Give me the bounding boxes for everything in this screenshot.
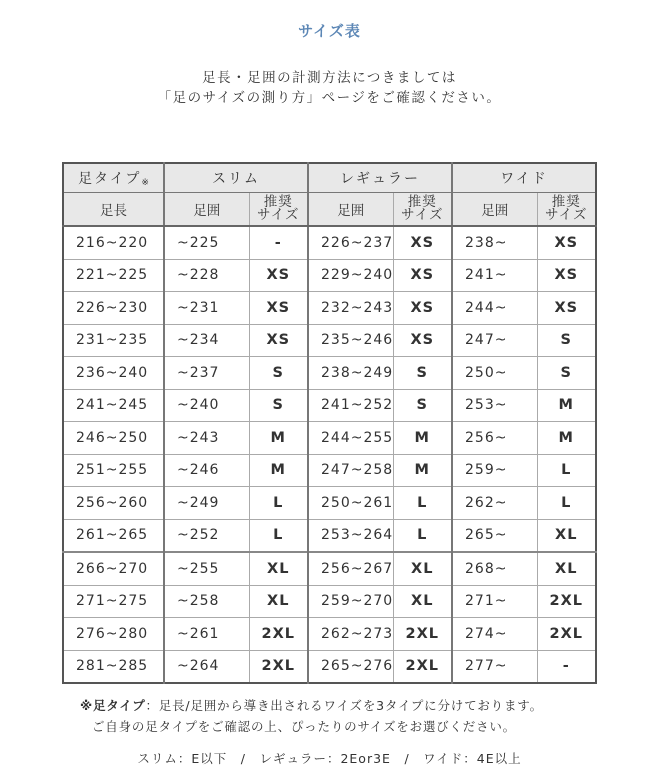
cell-wide-girth: 256~ <box>452 422 537 455</box>
intro-line-1: 足長・足囲の計測方法につきましては <box>202 70 457 86</box>
cell-regular-size: 2XL <box>393 618 452 651</box>
header-foot-type-mark: ※ <box>141 178 149 188</box>
cell-foot-length: 221~225 <box>63 259 164 292</box>
cell-foot-length: 231~235 <box>63 324 164 357</box>
cell-wide-girth: 265~ <box>452 519 537 552</box>
cell-wide-size: S <box>537 357 596 390</box>
cell-regular-size: M <box>393 422 452 455</box>
cell-slim-girth: ~225 <box>164 226 249 259</box>
table-row <box>63 519 596 552</box>
cell-wide-girth: 250~ <box>452 357 537 390</box>
header-foot-length: 足長 <box>63 193 164 227</box>
header-regular: レギュラー <box>308 163 452 193</box>
table-row <box>63 357 596 390</box>
cell-slim-size: L <box>249 519 308 552</box>
header-rec-line-2: サイズ <box>545 207 588 223</box>
cell-slim-size: S <box>249 389 308 422</box>
cell-foot-length: 256~260 <box>63 487 164 520</box>
cell-regular-girth: 253~264 <box>308 519 393 552</box>
cell-regular-size: S <box>393 357 452 390</box>
cell-slim-size: 2XL <box>249 650 308 683</box>
intro-line-2: 「足のサイズの測り方」ページをご確認ください。 <box>157 90 502 106</box>
cell-wide-size: 2XL <box>537 618 596 651</box>
cell-regular-size: XS <box>393 259 452 292</box>
cell-wide-size: XS <box>537 226 596 259</box>
header-slim: スリム <box>164 163 308 193</box>
cell-wide-girth: 271~ <box>452 585 537 618</box>
cell-regular-girth: 244~255 <box>308 422 393 455</box>
cell-wide-girth: 277~ <box>452 650 537 683</box>
table-row <box>63 552 596 585</box>
cell-regular-size: M <box>393 454 452 487</box>
table-row <box>63 454 596 487</box>
cell-regular-size: XL <box>393 552 452 585</box>
cell-slim-size: M <box>249 422 308 455</box>
cell-wide-size: M <box>537 389 596 422</box>
cell-regular-girth: 232~243 <box>308 292 393 325</box>
cell-regular-girth: 259~270 <box>308 585 393 618</box>
cell-wide-size: - <box>537 650 596 683</box>
cell-slim-girth: ~246 <box>164 454 249 487</box>
cell-slim-size: XS <box>249 324 308 357</box>
cell-foot-length: 216~220 <box>63 226 164 259</box>
note-line-1-text: ：足長/足囲から導き出されるワイズを3タイプに分けております。 <box>145 698 543 713</box>
cell-wide-size: S <box>537 324 596 357</box>
cell-slim-size: XS <box>249 292 308 325</box>
note-line-2: ご自身の足タイプをご確認の上、ぴったりのサイズをお選びください。 <box>92 719 516 734</box>
cell-slim-girth: ~240 <box>164 389 249 422</box>
cell-slim-size: XL <box>249 552 308 585</box>
note-line-1 <box>80 695 640 716</box>
cell-slim-girth: ~258 <box>164 585 249 618</box>
header-slim-recommended <box>249 193 308 227</box>
cell-regular-size: XS <box>393 324 452 357</box>
table-row <box>63 226 596 259</box>
cell-foot-length: 246~250 <box>63 422 164 455</box>
cell-slim-size: XS <box>249 259 308 292</box>
cell-foot-length: 241~245 <box>63 389 164 422</box>
cell-wide-size: XS <box>537 292 596 325</box>
table-row <box>63 422 596 455</box>
cell-slim-size: - <box>249 226 308 259</box>
cell-regular-girth: 262~273 <box>308 618 393 651</box>
cell-slim-girth: ~237 <box>164 357 249 390</box>
header-regular-girth: 足囲 <box>308 193 393 227</box>
cell-wide-girth: 274~ <box>452 618 537 651</box>
cell-regular-girth: 247~258 <box>308 454 393 487</box>
cell-wide-girth: 247~ <box>452 324 537 357</box>
cell-foot-length: 236~240 <box>63 357 164 390</box>
page-title: サイズ表 <box>298 22 361 40</box>
cell-wide-girth: 238~ <box>452 226 537 259</box>
cell-regular-size: L <box>393 487 452 520</box>
cell-wide-size: XS <box>537 259 596 292</box>
cell-wide-size: 2XL <box>537 585 596 618</box>
table-row <box>63 618 596 651</box>
cell-regular-size: L <box>393 519 452 552</box>
cell-regular-size: XS <box>393 292 452 325</box>
cell-regular-size: S <box>393 389 452 422</box>
cell-wide-girth: 241~ <box>452 259 537 292</box>
table-row <box>63 585 596 618</box>
cell-wide-size: L <box>537 454 596 487</box>
cell-regular-girth: 250~261 <box>308 487 393 520</box>
cell-wide-girth: 244~ <box>452 292 537 325</box>
cell-slim-girth: ~264 <box>164 650 249 683</box>
cell-regular-girth: 235~246 <box>308 324 393 357</box>
cell-slim-size: M <box>249 454 308 487</box>
header-rec-line-1: 推奨 <box>407 194 437 210</box>
cell-regular-size: XS <box>393 226 452 259</box>
table-row <box>63 389 596 422</box>
cell-wide-size: XL <box>537 519 596 552</box>
cell-regular-girth: 241~252 <box>308 389 393 422</box>
cell-regular-girth: 226~237 <box>308 226 393 259</box>
cell-slim-size: L <box>249 487 308 520</box>
size-table <box>62 162 597 684</box>
cell-foot-length: 251~255 <box>63 454 164 487</box>
cell-slim-girth: ~228 <box>164 259 249 292</box>
header-foot-type-label: 足タイプ <box>78 171 142 187</box>
header-rec-line-1: 推奨 <box>263 194 293 210</box>
cell-slim-girth: ~255 <box>164 552 249 585</box>
header-wide-recommended <box>537 193 596 227</box>
cell-slim-size: XL <box>249 585 308 618</box>
header-rec-line-2: サイズ <box>401 207 444 223</box>
cell-wide-girth: 262~ <box>452 487 537 520</box>
size-table-body <box>63 226 596 683</box>
cell-foot-length: 261~265 <box>63 519 164 552</box>
cell-slim-girth: ~261 <box>164 618 249 651</box>
cell-wide-size: L <box>537 487 596 520</box>
cell-regular-girth: 238~249 <box>308 357 393 390</box>
cell-foot-length: 281~285 <box>63 650 164 683</box>
cell-slim-girth: ~243 <box>164 422 249 455</box>
header-foot-type <box>63 163 164 193</box>
cell-slim-girth: ~249 <box>164 487 249 520</box>
table-row <box>63 292 596 325</box>
header-wide: ワイド <box>452 163 596 193</box>
cell-slim-girth: ~252 <box>164 519 249 552</box>
table-row <box>63 259 596 292</box>
header-slim-girth: 足囲 <box>164 193 249 227</box>
cell-regular-girth: 229~240 <box>308 259 393 292</box>
cell-foot-length: 271~275 <box>63 585 164 618</box>
cell-wide-girth: 253~ <box>452 389 537 422</box>
header-rec-line-2: サイズ <box>257 207 300 223</box>
foot-type-note <box>80 695 640 737</box>
cell-slim-size: 2XL <box>249 618 308 651</box>
cell-foot-length: 266~270 <box>63 552 164 585</box>
cell-slim-girth: ~231 <box>164 292 249 325</box>
cell-wide-girth: 268~ <box>452 552 537 585</box>
header-wide-girth: 足囲 <box>452 193 537 227</box>
cell-regular-girth: 256~267 <box>308 552 393 585</box>
table-row <box>63 650 596 683</box>
table-row <box>63 324 596 357</box>
header-rec-line-1: 推奨 <box>551 194 581 210</box>
cell-wide-size: XL <box>537 552 596 585</box>
cell-wide-girth: 259~ <box>452 454 537 487</box>
cell-regular-girth: 265~276 <box>308 650 393 683</box>
width-legend: スリム：E以下 / レギュラー：2Eor3E / ワイド：4E以上 <box>137 751 522 766</box>
table-row <box>63 487 596 520</box>
cell-foot-length: 276~280 <box>63 618 164 651</box>
cell-wide-size: M <box>537 422 596 455</box>
cell-slim-girth: ~234 <box>164 324 249 357</box>
cell-regular-size: 2XL <box>393 650 452 683</box>
cell-regular-size: XL <box>393 585 452 618</box>
header-regular-recommended <box>393 193 452 227</box>
cell-slim-size: S <box>249 357 308 390</box>
cell-foot-length: 226~230 <box>63 292 164 325</box>
intro-text <box>0 68 659 108</box>
note-label: ※足タイプ <box>80 698 146 713</box>
